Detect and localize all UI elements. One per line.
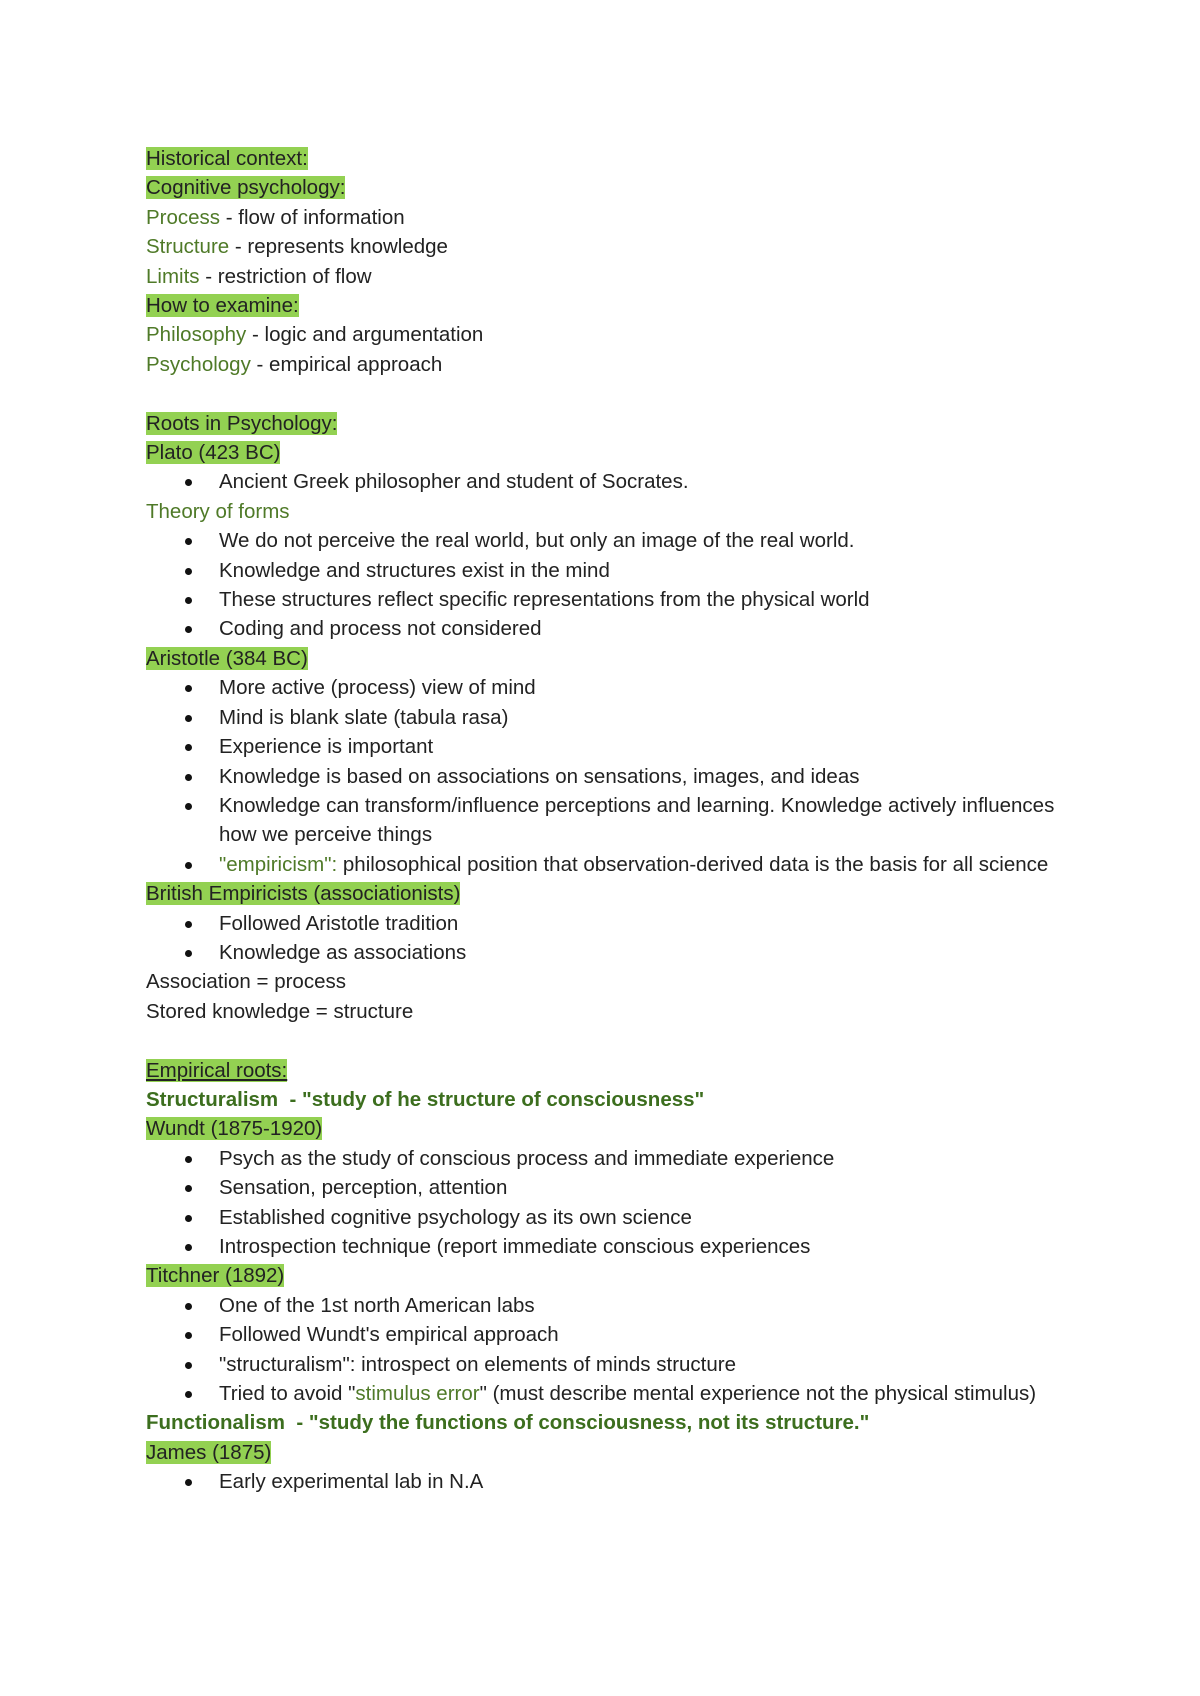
james-list [146,1467,1066,1496]
limits-line [146,262,1066,291]
historical-context-line [146,144,1066,173]
def-limits: - restriction of flow [199,264,372,288]
cognitive-psychology-line [146,173,1066,202]
structure-line [146,232,1066,261]
term-philosophy: Philosophy [146,323,247,347]
list-item: More active (process) view of mind [146,673,1066,702]
heading-plato: Plato (423 BC) [146,441,281,465]
list-item: Experience is important [146,732,1066,761]
term-limits: Limits [146,264,200,288]
stimulus-post: " (must describe mental experience not the physical stimulus) [479,1382,1037,1406]
def-philosophy: - logic and argumentation [246,323,484,347]
heading-roots-in-psychology: Roots in Psychology: [146,411,338,435]
stored-knowledge-line: Stored knowledge = structure [146,999,414,1023]
psychology-line [146,350,1066,379]
spacer [146,1026,1066,1055]
list-item: Knowledge and structures exist in the mind [146,556,1066,585]
list-item: Mind is blank slate (tabula rasa) [146,703,1066,732]
list-item-empiricism [146,850,1066,879]
heading-cognitive-psychology: Cognitive psychology: [146,176,346,200]
def-process: - flow of information [220,205,405,229]
term-process: Process [146,205,221,229]
association-line: Association = process [146,970,346,994]
process-line [146,203,1066,232]
list-item: Psych as the study of conscious process and immediate experience [146,1144,1066,1173]
list-item: One of the 1st north American labs [146,1291,1066,1320]
heading-historical-context: Historical context: [146,147,308,170]
list-item: Knowledge as associations [146,938,1066,967]
list-item: Followed Aristotle tradition [146,909,1066,938]
list-item: "structuralism": introspect on elements of minds structure [146,1350,1066,1379]
british-list [146,909,1066,968]
spacer [146,379,1066,408]
theory-of-forms-line [146,497,1066,526]
heading-wundt: Wundt (1875-1920) [146,1117,323,1141]
aristotle-line [146,644,1066,673]
british-empiricists-line [146,879,1066,908]
titchner-list [146,1291,1066,1409]
heading-james: James (1875) [146,1440,272,1464]
philosophy-line [146,320,1066,349]
stimulus-pre: Tried to avoid " [219,1382,356,1406]
list-item: These structures reflect specific representations from the physical world [146,585,1066,614]
list-item: Early experimental lab in N.A [146,1467,1066,1496]
james-line [146,1438,1066,1467]
list-item: Knowledge can transform/influence perceptions and learning. Knowledge actively influences how we perceive things [146,791,1066,850]
plato-list [146,467,1066,496]
empirical-roots-line [146,1056,1066,1085]
document-body [146,144,1066,1497]
term-structure: Structure [146,235,230,259]
list-item: Coding and process not considered [146,614,1066,643]
list-item: Followed Wundt's empirical approach [146,1320,1066,1349]
term-theory-of-forms: Theory of forms [146,499,290,523]
list-item: Established cognitive psychology as its own science [146,1203,1066,1232]
def-psychology: - empirical approach [250,352,443,376]
term-empiricism: "empiricism": [219,852,338,876]
roots-line [146,409,1066,438]
term-stimulus-error: stimulus error [355,1382,480,1406]
heading-how-to-examine: How to examine: [146,294,299,318]
plato-line [146,438,1066,467]
heading-aristotle: Aristotle (384 BC) [146,646,308,670]
list-item: We do not perceive the real world, but only an image of the real world. [146,526,1066,555]
def-empiricism: philosophical position that observation-derived data is the basis for all science [337,852,1049,876]
heading-empirical-roots: Empirical roots: [146,1058,288,1082]
wundt-line [146,1114,1066,1143]
heading-british-empiricists: British Empiricists (associationists) [146,882,461,906]
def-structure: - represents knowledge [229,235,448,259]
titchner-line [146,1261,1066,1290]
list-item: Knowledge is based on associations on sensations, images, and ideas [146,762,1066,791]
heading-titchner: Titchner (1892) [146,1264,285,1288]
heading-functionalism: Functionalism - "study the functions of consciousness, not its structure." [146,1411,870,1435]
how-to-examine-line [146,291,1066,320]
wundt-list [146,1144,1066,1262]
list-item-stimulus-error [146,1379,1066,1408]
list-item: Sensation, perception, attention [146,1173,1066,1202]
aristotle-list [146,673,1066,879]
list-item: Introspection technique (report immediate conscious experiences [146,1232,1066,1261]
list-item: Ancient Greek philosopher and student of Socrates. [146,467,1066,496]
term-psychology: Psychology [146,352,251,376]
forms-list [146,526,1066,644]
heading-structuralism: Structuralism - "study of he structure of consciousness" [146,1087,705,1111]
